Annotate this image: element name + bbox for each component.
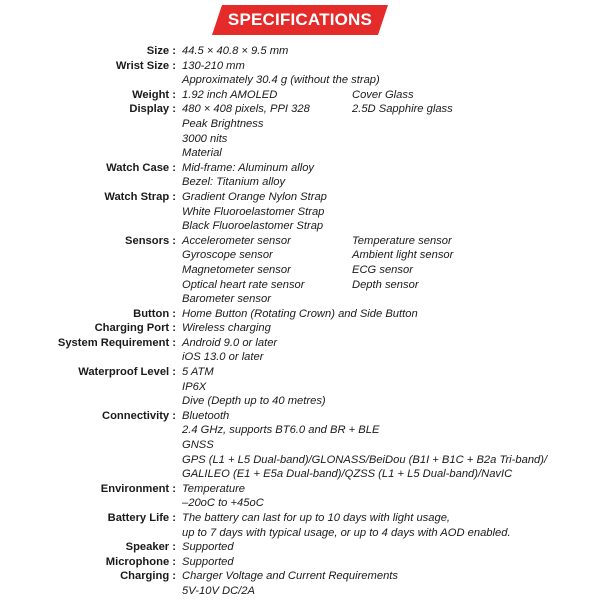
- spec-value: GNSS: [182, 439, 214, 452]
- spec-row: [0, 569, 600, 598]
- spec-value-secondary: Cover Glass: [352, 88, 414, 101]
- spec-values: [182, 409, 600, 482]
- spec-value: Black Fluoroelastomer Strap: [182, 220, 324, 233]
- spec-value: GPS (L1 + L5 Dual-band)/GLONASS/BeiDou (B1I + B1C + B2a Tri-band)/: [182, 453, 548, 466]
- spec-label: Button :: [133, 307, 176, 320]
- spec-value: Charger Voltage and Current Requirements: [182, 570, 398, 583]
- spec-row: [0, 161, 600, 190]
- spec-label: Charging :: [120, 570, 176, 583]
- spec-row: [0, 540, 600, 555]
- spec-label: System Requirement :: [57, 336, 176, 349]
- spec-row: [0, 511, 600, 540]
- spec-value: The battery can last for up to 10 days with light usage,: [182, 512, 451, 524]
- spec-value: Dive (Depth up to 40 metres): [182, 395, 326, 408]
- spec-value: up to 7 days with typical usage, or up to 4 days with AOD enabled.: [182, 526, 511, 539]
- spec-row: [0, 365, 600, 409]
- spec-value: –20oC to +45oC: [182, 497, 264, 510]
- spec-value: Bluetooth: [182, 409, 230, 422]
- spec-value: Gradient Orange Nylon Strap: [182, 190, 327, 203]
- spec-line: [182, 219, 600, 234]
- spec-value: Home Button (Rotating Crown) and Side Button: [182, 307, 418, 320]
- spec-values: [182, 540, 600, 555]
- spec-label: Charging Port :: [94, 322, 176, 335]
- spec-row: [0, 555, 600, 570]
- spec-values: [182, 161, 600, 190]
- spec-value-secondary: Depth sensor: [352, 278, 419, 291]
- spec-row: [0, 88, 600, 103]
- spec-value: White Fluoroelastomer Strap: [182, 205, 325, 218]
- spec-value-secondary: ECG sensor: [352, 263, 413, 276]
- spec-label: Watch Strap :: [104, 190, 176, 203]
- spec-value: Material: [182, 147, 222, 160]
- spec-label: Wrist Size :: [115, 59, 176, 72]
- spec-value: Supported: [182, 555, 234, 568]
- spec-line: [182, 190, 600, 205]
- spec-value: Android 9.0 or later: [182, 336, 278, 349]
- spec-row: [0, 307, 600, 322]
- spec-label: Connectivity :: [102, 409, 176, 422]
- spec-row: [0, 44, 600, 59]
- spec-values: [182, 102, 600, 160]
- spec-value: 130-210 mm: [182, 59, 245, 72]
- spec-line: [182, 88, 600, 103]
- spec-value-secondary: 2.5D Sapphire glass: [352, 103, 453, 116]
- spec-line: [182, 146, 600, 161]
- spec-value: Supported: [182, 541, 234, 554]
- spec-value-secondary: Ambient light sensor: [352, 249, 454, 262]
- specifications-banner: [212, 5, 388, 35]
- spec-label: Display :: [129, 103, 176, 116]
- spec-line: [182, 467, 600, 482]
- spec-value: Optical heart rate sensor: [182, 278, 305, 291]
- spec-value: Wireless charging: [182, 322, 271, 335]
- spec-values: [182, 307, 600, 322]
- spec-line: [182, 234, 600, 249]
- spec-line: [182, 263, 600, 278]
- spec-values: [182, 234, 600, 307]
- spec-value: Barometer sensor: [182, 293, 271, 306]
- spec-line: [182, 132, 600, 147]
- spec-value: 480 × 408 pixels, PPI 328: [182, 103, 310, 116]
- spec-line: [182, 307, 600, 322]
- spec-line: [182, 292, 600, 307]
- spec-line: [182, 102, 600, 117]
- spec-value: 1.92 inch AMOLED: [182, 88, 278, 101]
- spec-values: [182, 321, 600, 336]
- spec-line: [182, 175, 600, 190]
- spec-value: Approximately 30.4 g (without the strap): [182, 74, 380, 87]
- spec-label: Watch Case :: [106, 161, 176, 174]
- spec-line: [182, 117, 600, 132]
- spec-line: [182, 336, 600, 351]
- spec-line: [182, 453, 600, 468]
- spec-line: [182, 161, 600, 176]
- spec-line: [182, 248, 600, 263]
- spec-values: [182, 44, 600, 59]
- spec-row: [0, 190, 600, 234]
- spec-label: Size :: [146, 45, 176, 57]
- spec-line: [182, 44, 600, 59]
- spec-values: [182, 190, 600, 234]
- spec-row: [0, 102, 600, 160]
- spec-line: [182, 496, 600, 511]
- spec-values: [182, 88, 600, 103]
- spec-table: [0, 44, 600, 599]
- spec-line: [182, 365, 600, 380]
- spec-line: [182, 409, 600, 424]
- spec-value: Accelerometer sensor: [182, 234, 291, 247]
- spec-line: [182, 555, 600, 570]
- spec-row: [0, 336, 600, 365]
- spec-label: Weight :: [132, 88, 176, 101]
- spec-value: Gyroscope sensor: [182, 249, 273, 262]
- spec-line: [182, 569, 600, 584]
- spec-line: [182, 394, 600, 409]
- spec-value: Peak Brightness: [182, 117, 264, 130]
- spec-values: [182, 555, 600, 570]
- spec-line: [182, 526, 600, 541]
- spec-value: Bezel: Titanium alloy: [182, 176, 286, 189]
- spec-label: Speaker :: [125, 541, 176, 554]
- spec-line: [182, 205, 600, 220]
- spec-label: Sensors :: [125, 234, 176, 247]
- spec-value: GALILEO (E1 + E5a Dual-band)/QZSS (L1 + L5 Dual-band)/NavIC: [182, 468, 513, 481]
- spec-line: [182, 350, 600, 365]
- spec-values: [182, 59, 600, 88]
- spec-value: IP6X: [182, 380, 207, 393]
- spec-row: [0, 234, 600, 307]
- spec-line: [182, 59, 600, 74]
- spec-row: [0, 321, 600, 336]
- spec-line: [182, 482, 600, 497]
- spec-row: [0, 59, 600, 88]
- spec-line: [182, 540, 600, 555]
- spec-line: [182, 278, 600, 293]
- spec-values: [182, 482, 600, 511]
- spec-line: [182, 584, 600, 599]
- spec-value: 5V-10V DC/2A: [182, 584, 255, 597]
- spec-values: [182, 511, 600, 540]
- spec-value: Temperature: [182, 482, 246, 495]
- spec-value: iOS 13.0 or later: [182, 351, 264, 364]
- spec-line: [182, 511, 600, 526]
- spec-line: [182, 423, 600, 438]
- spec-row: [0, 482, 600, 511]
- spec-values: [182, 569, 600, 598]
- spec-line: [182, 380, 600, 395]
- spec-line: [182, 321, 600, 336]
- spec-label: Microphone :: [105, 555, 176, 568]
- spec-line: [182, 73, 600, 88]
- spec-value: 44.5 × 40.8 × 9.5 mm: [182, 45, 289, 57]
- spec-value: 2.4 GHz, supports BT6.0 and BR + BLE: [182, 424, 380, 437]
- spec-label: Waterproof Level :: [78, 366, 176, 379]
- spec-value-secondary: Temperature sensor: [352, 234, 452, 247]
- spec-row: [0, 409, 600, 482]
- spec-value: Mid-frame: Aluminum alloy: [182, 161, 315, 174]
- spec-value: Magnetometer sensor: [182, 263, 291, 276]
- spec-label: Environment :: [100, 482, 176, 495]
- spec-values: [182, 336, 600, 365]
- spec-label: Battery Life :: [107, 512, 176, 524]
- banner-title: SPECIFICATIONS: [227, 10, 373, 29]
- spec-line: [182, 438, 600, 453]
- spec-value: 5 ATM: [182, 366, 214, 379]
- spec-values: [182, 365, 600, 409]
- spec-value: 3000 nits: [182, 132, 228, 145]
